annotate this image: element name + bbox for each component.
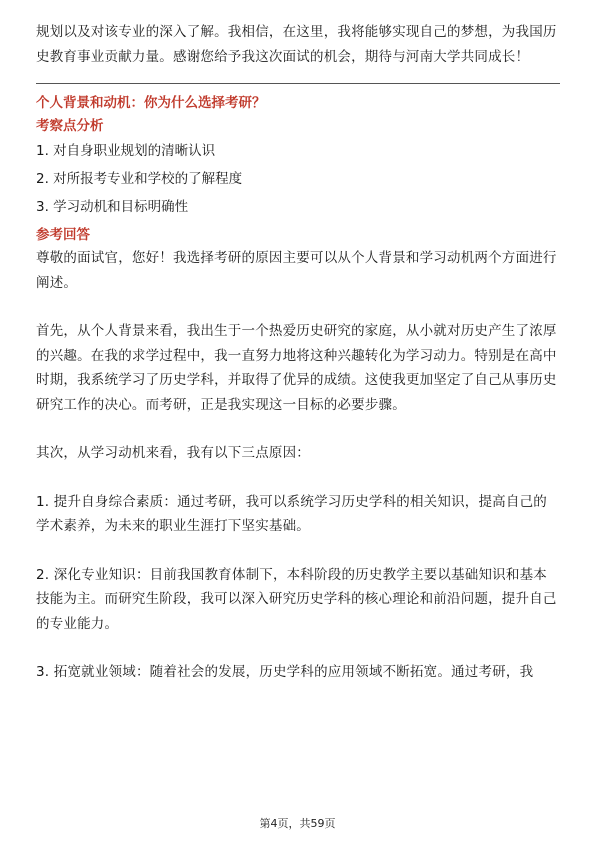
analysis-point: 2. 对所报考专业和学校的了解程度 — [36, 171, 243, 187]
intro-paragraph: 规划以及对该专业的深入了解。我相信，在这里，我将能够实现自己的梦想，为我国历史教育事业贡献力量。感谢您给予我这次面试的机会，期待与河南大学共同成长！ — [36, 24, 557, 65]
answer-paragraph: 首先，从个人背景来看，我出生于一个热爱历史研究的家庭，从小就对历史产生了浓厚的兴趣。在我的求学过程中，我一直努力地将这种兴趣转化为学习动力。特别是在高中时期，我系统学习了历史学科，并取得了优异的成绩。这使我更加坚定了自己从事历史研究工作的决心。而考研，正是我实现这一目标的必要步骤。 — [36, 323, 557, 413]
answer-paragraph: 2. 深化专业知识：目前我国教育体制下，本科阶段的历史教学主要以基础知识和基本技能为主。而研究生阶段，我可以深入研究历史学科的核心理论和前沿问题，提升自己的专业能力。 — [36, 566, 557, 632]
answer-paragraph: 其次，从学习动机来看，我有以下三点原因： — [36, 445, 310, 461]
section-divider — [36, 83, 560, 84]
answer-paragraph: 1. 提升自身综合素质：通过考研，我可以系统学习历史学科的相关知识，提高自己的学术素养，为未来的职业生涯打下坚实基础。 — [36, 493, 547, 534]
analysis-point: 3. 学习动机和目标明确性 — [36, 199, 189, 215]
document-page — [36, 20, 560, 685]
analysis-heading: 考察点分析 — [36, 118, 104, 134]
page-footer: 第4页，共59页 — [259, 817, 336, 830]
analysis-point: 1. 对自身职业规划的清晰认识 — [36, 143, 216, 159]
answer-paragraph: 3. 拓宽就业领域：随着社会的发展，历史学科的应用领域不断拓宽。通过考研，我 — [36, 664, 534, 680]
answer-heading: 参考回答 — [36, 227, 90, 243]
section-title: 个人背景和动机：你为什么选择考研？ — [36, 95, 266, 111]
answer-paragraph: 尊敬的面试官，您好！我选择考研的原因主要可以从个人背景和学习动机两个方面进行阐述。 — [36, 250, 557, 291]
